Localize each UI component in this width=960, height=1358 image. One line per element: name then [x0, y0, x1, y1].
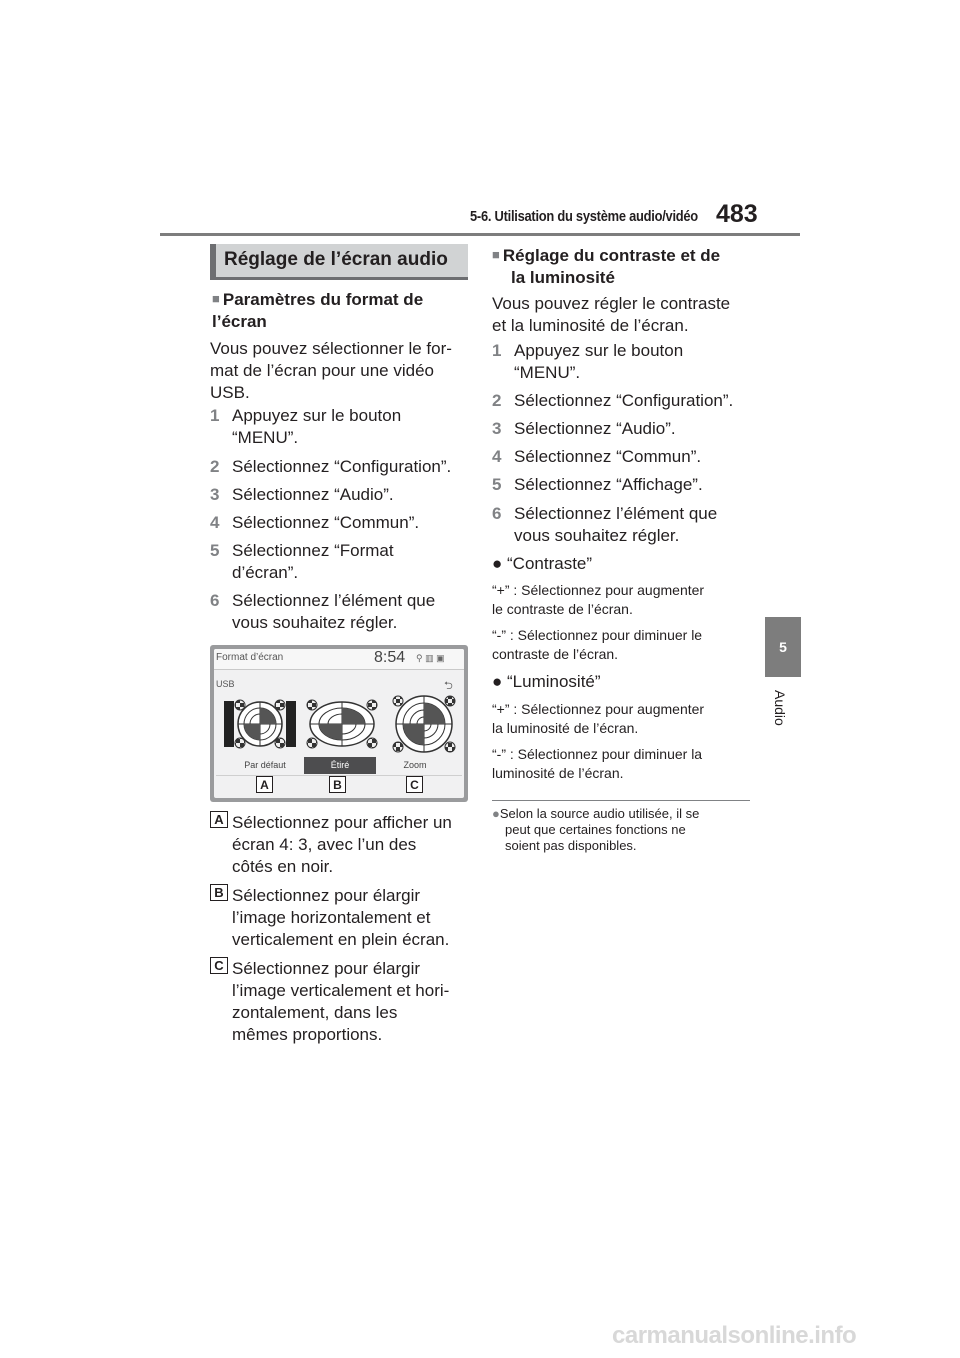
page-number: 483	[716, 200, 758, 228]
item-label-b: B	[210, 884, 228, 901]
chapter-tab: 5	[765, 617, 801, 677]
format-previews	[224, 695, 460, 753]
status-icons: ⚲ ▥ ▣	[416, 653, 445, 663]
intro-paragraph: Vous pouvez sélectionner le for- mat de l’écran pour une vidéo USB.	[210, 339, 452, 402]
brightness-minus: “-” : Sélectionnez pour diminuer la luminosité de l’écran.	[492, 746, 703, 781]
zoom-button[interactable]: Zoom	[403, 760, 427, 770]
item-label-a: A	[210, 811, 228, 828]
brightness-title: ● “Luminosité”	[492, 672, 601, 691]
default-button[interactable]: Par défaut	[244, 760, 286, 770]
back-icon[interactable]: ⮌	[444, 680, 453, 692]
bullet-dot-icon: ●	[492, 806, 500, 821]
item-a-text: Sélectionnez pour afficher un écran 4: 3, avec l’un des côtés en noir.	[232, 813, 452, 876]
item-c-text: Sélectionnez pour élargir l’image verticalement et hori- zontalement, dans les mêmes proportions.	[232, 959, 450, 1044]
screen-source: USB	[216, 679, 235, 689]
right-intro: Vous pouvez régler le contraste et la luminosité de l’écran.	[492, 294, 731, 335]
contrast-title: ● “Contraste”	[492, 554, 593, 573]
callout-c: C	[406, 776, 423, 793]
contrast-plus: “+” : Sélectionnez pour augmenter le contraste de l’écran.	[492, 582, 705, 617]
header-rule	[160, 233, 800, 236]
bullet-dot-icon: ●	[492, 554, 503, 573]
screen-title: Format d’écran	[216, 652, 284, 663]
callout-a: A	[256, 776, 273, 793]
title-divider	[214, 669, 464, 670]
bullet-dot-icon: ●	[492, 672, 503, 691]
square-bullet-icon: ■	[492, 247, 500, 262]
callout-b: B	[329, 776, 346, 793]
note-rule	[492, 800, 750, 801]
screen-clock: 8:54	[374, 649, 406, 666]
contrast-minus: “-” : Sélectionnez pour diminuer le contraste de l’écran.	[492, 627, 703, 662]
preview-default	[224, 700, 296, 748]
preview-zoom	[393, 696, 455, 752]
stretched-button[interactable]: Étiré	[304, 757, 376, 774]
item-label-c: C	[210, 957, 228, 974]
section-header: 5-6. Utilisation du système audio/vidéo	[470, 208, 698, 225]
square-bullet-icon: ■	[212, 291, 220, 306]
chapter-label: Audio	[772, 690, 788, 726]
section-title: Réglage de l’écran audio	[224, 249, 448, 270]
watermark: carmanualsonline.info	[612, 1322, 857, 1349]
preview-stretched	[307, 700, 377, 748]
subheading-format: ■ Paramètres du format de l’écran	[212, 290, 424, 331]
subheading-contrast: ■ Réglage du contraste et de la luminosité	[492, 246, 721, 287]
item-b-text: Sélectionnez pour élargir l’image horizontalement et verticalement en plein écran.	[232, 886, 450, 949]
brightness-plus: “+” : Sélectionnez pour augmenter la luminosité de l’écran.	[492, 701, 705, 736]
note: ●Selon la source audio utilisée, il se peut que certaines fonctions ne soient pas disponibles.	[492, 806, 700, 853]
